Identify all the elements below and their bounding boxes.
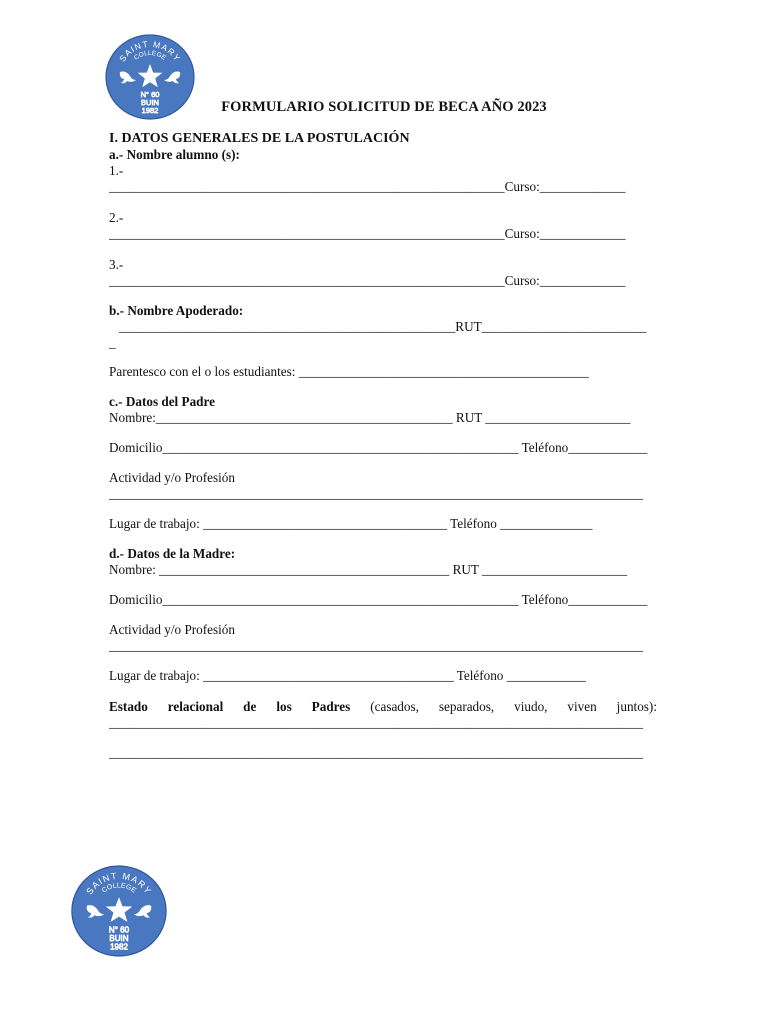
father-occupation-label: Actividad y/o Profesión: [109, 470, 235, 485]
mother-heading: d.- Datos de la Madre:: [109, 546, 236, 561]
guardian-line-continuation: _: [109, 335, 116, 350]
seal-top-text: SAINT MARY: [117, 38, 183, 64]
parents-status-line-2[interactable]: _________________________________________________________________________________: [109, 745, 644, 760]
section-heading-general: I. DATOS GENERALES DE LA POSTULACIÓN: [109, 131, 410, 146]
seal-college-text-bottom: COLLEGE: [100, 882, 138, 895]
parents-status-label: [109, 699, 657, 715]
mother-name-rut-field[interactable]: Nombre: ____________________________________________ RUT ______________________: [109, 562, 628, 577]
father-occupation-line[interactable]: _________________________________________________________________________________: [109, 486, 644, 501]
mother-occupation-line[interactable]: _________________________________________________________________________________: [109, 638, 644, 653]
father-heading: c.- Datos del Padre: [109, 394, 215, 409]
guardian-name-rut-line[interactable]: ___________________________________________________RUT_________________________: [119, 319, 647, 334]
parents-status-bold: Estado relacional de los Padres: [109, 699, 351, 714]
student-3-name-line[interactable]: ____________________________________________________________Curso:_____________: [109, 273, 626, 288]
father-address-phone-field[interactable]: Domicilio______________________________________________________ Teléfono____________: [109, 440, 648, 455]
mother-occupation-label: Actividad y/o Profesión: [109, 622, 235, 637]
seal-number-text: N° 60: [140, 90, 160, 99]
student-1-name-line[interactable]: ____________________________________________________________Curso:_____________: [109, 179, 626, 194]
guardian-heading: b.- Nombre Apoderado:: [109, 303, 244, 318]
mother-workplace-phone-field[interactable]: Lugar de trabajo: ______________________________________ Teléfono ____________: [109, 668, 586, 683]
students-heading: a.- Nombre alumno (s):: [109, 147, 240, 162]
seal-college-text: COLLEGE: [132, 49, 168, 62]
parents-status-options: (casados, separados, viudo, viven juntos):: [350, 699, 657, 714]
father-workplace-phone-field[interactable]: Lugar de trabajo: _____________________________________ Teléfono ______________: [109, 516, 593, 531]
seal-year-text: 1982: [141, 106, 159, 115]
form-body: [109, 131, 657, 761]
seal-year-text-bottom: 1982: [110, 942, 128, 952]
student-2-number: 2.-: [109, 210, 124, 225]
school-seal-logo-bottom: [69, 865, 169, 957]
seal-number-text-bottom: N° 60: [108, 925, 130, 935]
seal-city-text-bottom: BUIN: [109, 933, 129, 943]
seal-top-text-bottom: SAINT MARY: [84, 870, 154, 897]
seal-city-text: BUIN: [141, 98, 159, 107]
parents-status-line-1[interactable]: _________________________________________________________________________________: [109, 715, 644, 730]
student-2-name-line[interactable]: ____________________________________________________________Curso:_____________: [109, 226, 626, 241]
student-3-number: 3.-: [109, 257, 124, 272]
relationship-field[interactable]: Parentesco con el o los estudiantes: ____________________________________________: [109, 364, 589, 379]
form-title: FORMULARIO SOLICITUD DE BECA AÑO 2023: [221, 99, 547, 115]
mother-address-phone-field[interactable]: Domicilio______________________________________________________ Teléfono____________: [109, 592, 648, 607]
father-name-rut-field[interactable]: Nombre:_____________________________________________ RUT ______________________: [109, 410, 631, 425]
student-1-number: 1.-: [109, 163, 124, 178]
